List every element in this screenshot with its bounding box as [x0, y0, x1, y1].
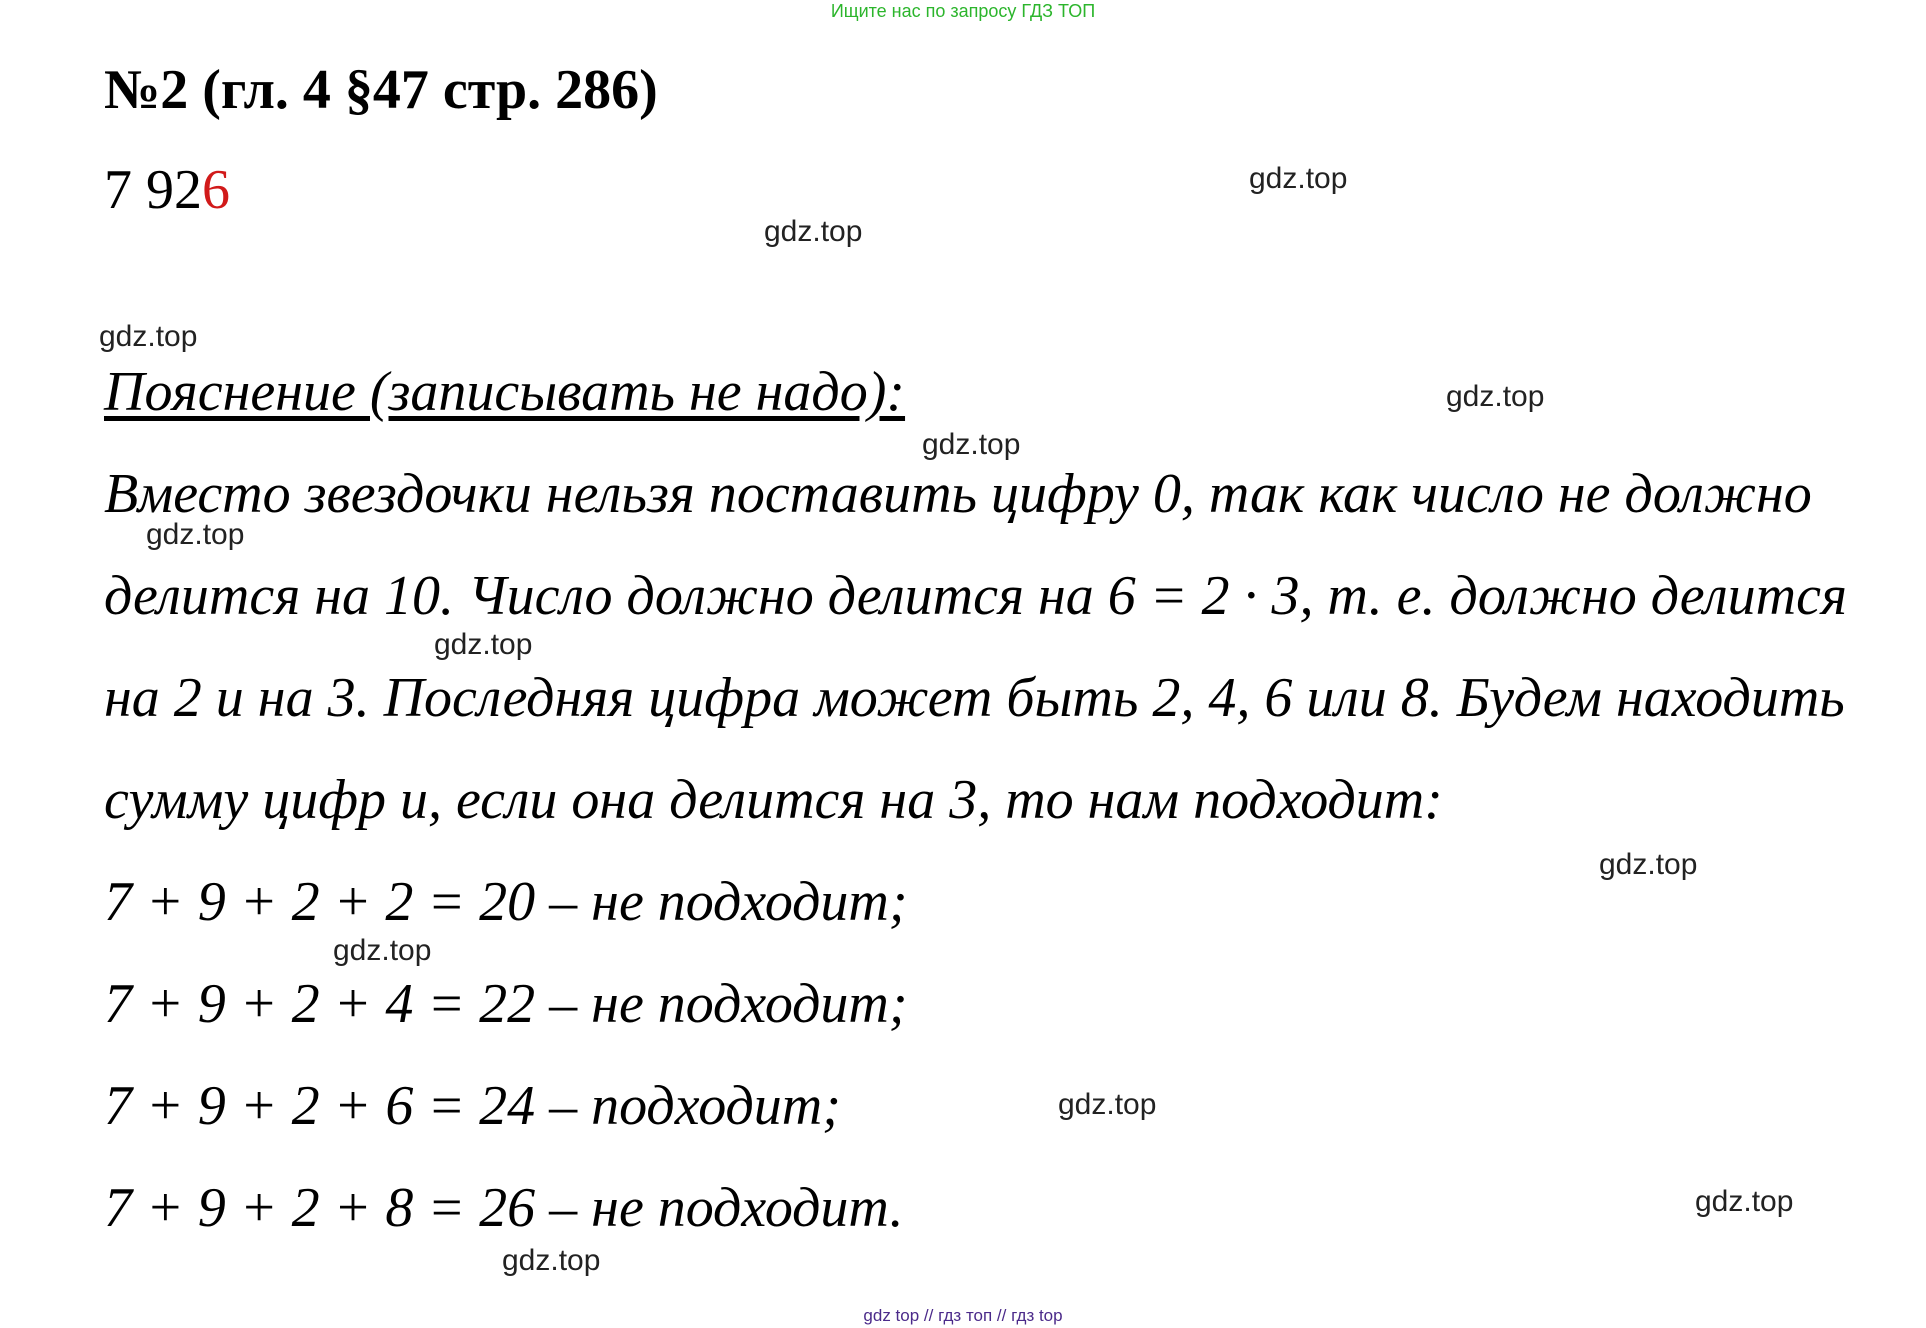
watermark: gdz.top [922, 428, 1021, 461]
explanation-line: на 2 и на 3. Последняя цифра может быть 2, 4, 6 или 8. Будем находить [104, 667, 1845, 729]
answer-prefix: 7 92 [104, 159, 202, 221]
answer [104, 158, 230, 222]
watermark: gdz.top [99, 320, 198, 353]
top-banner: Ищите нас по запросу ГДЗ ТОП [830, 1, 1096, 21]
calculation-line: 7 + 9 + 2 + 6 = 24 – подходит; [104, 1075, 841, 1137]
watermark: gdz.top [1249, 162, 1348, 195]
watermark: gdz.top [333, 934, 432, 967]
answer-highlight-digit: 6 [202, 159, 230, 221]
footer-watermark: gdz top // гдз топ // гдз top [863, 1306, 1063, 1325]
watermark: gdz.top [434, 628, 533, 661]
explanation-line: сумму цифр и, если она делится на 3, то нам подходит: [104, 769, 1443, 831]
explanation-line: делится на 10. Число должно делится на 6 = 2 · 3, т. е. должно делится [104, 565, 1847, 627]
calculation-line: 7 + 9 + 2 + 4 = 22 – не подходит; [104, 973, 908, 1035]
watermark: gdz.top [1058, 1088, 1157, 1121]
watermark: gdz.top [1599, 848, 1698, 881]
page-title: №2 (гл. 4 §47 стр. 286) [104, 59, 658, 121]
calculation-line: 7 + 9 + 2 + 2 = 20 – не подходит; [104, 871, 908, 933]
watermark: gdz.top [1695, 1185, 1794, 1218]
explanation-heading: Пояснение (записывать не надо): [104, 361, 906, 423]
watermark: gdz.top [502, 1244, 601, 1277]
watermark: gdz.top [1446, 380, 1545, 413]
watermark: gdz.top [146, 518, 245, 551]
watermark: gdz.top [764, 215, 863, 248]
calculation-line: 7 + 9 + 2 + 8 = 26 – не подходит. [104, 1177, 904, 1239]
explanation-line: Вместо звездочки нельзя поставить цифру 0, так как число не должно [104, 463, 1812, 525]
